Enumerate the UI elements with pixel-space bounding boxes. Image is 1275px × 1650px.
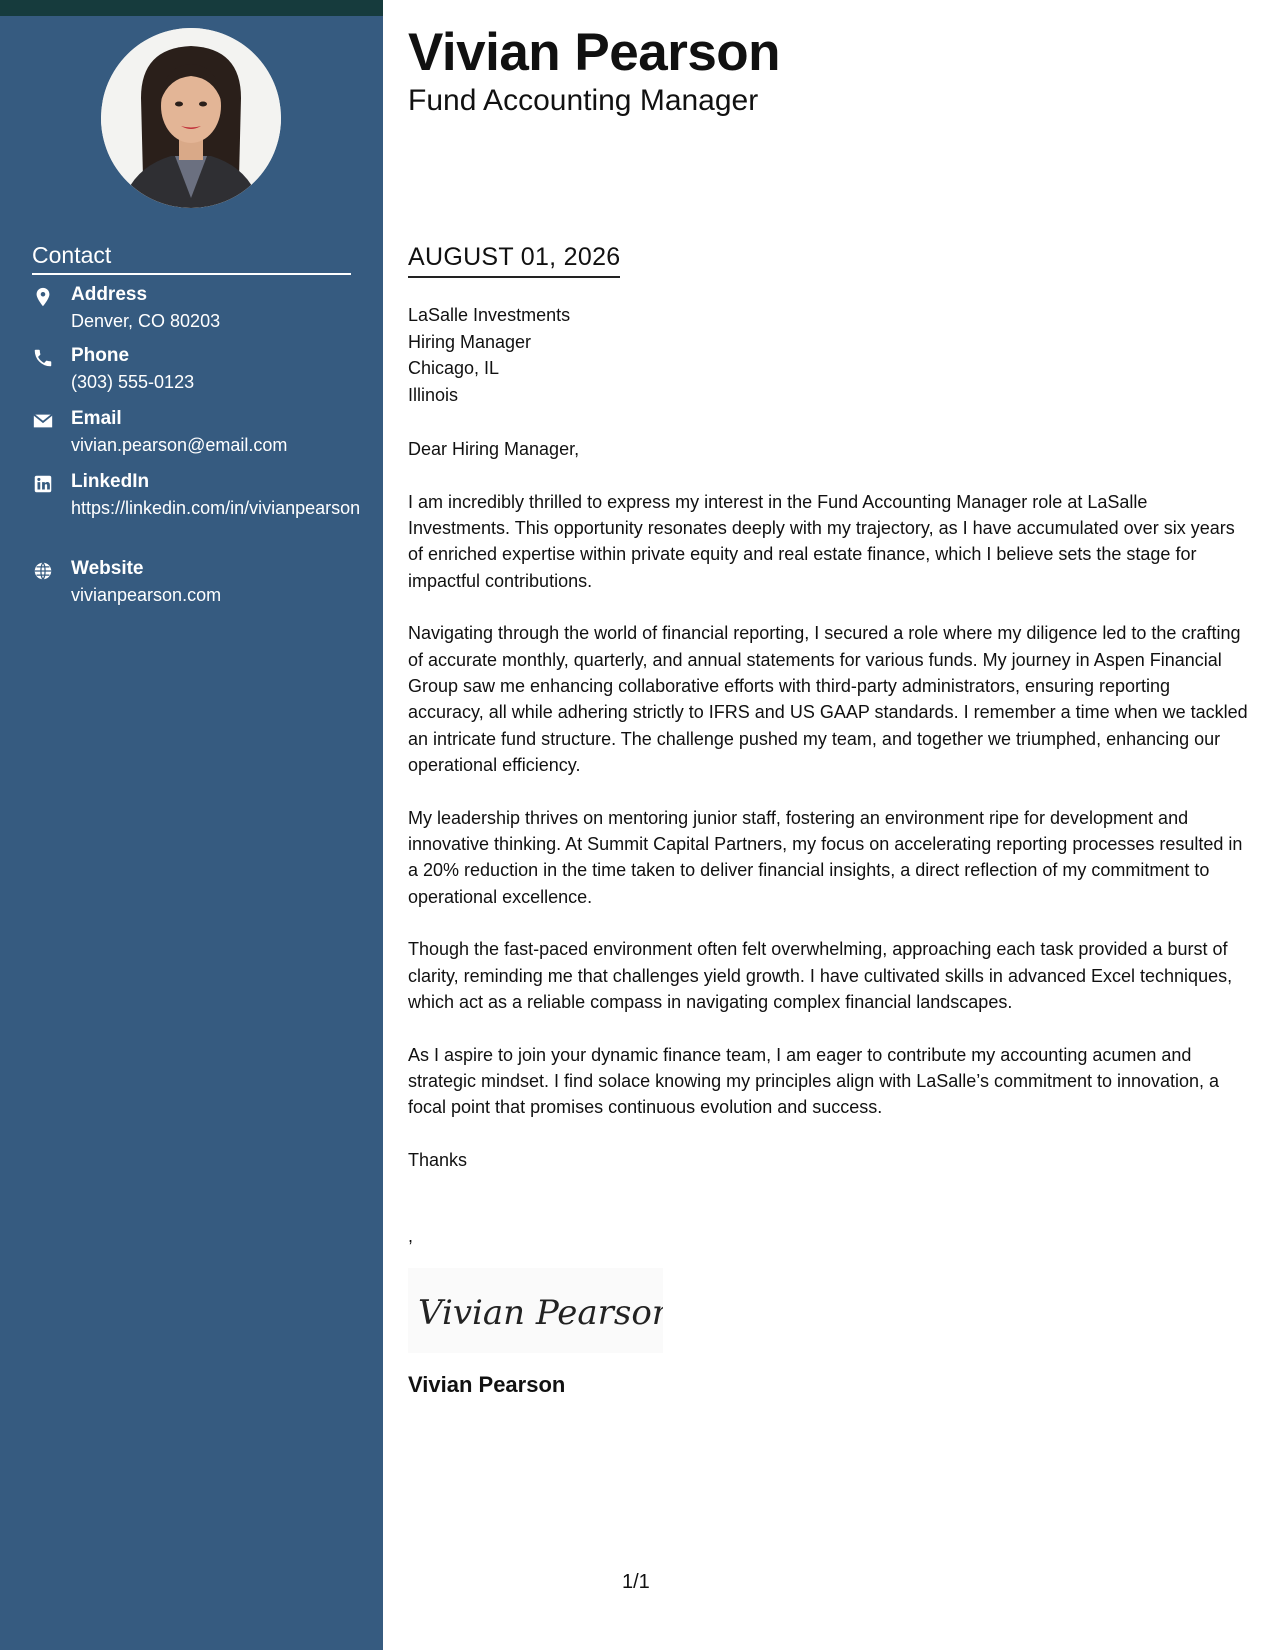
linkedin-icon (32, 473, 54, 495)
recipient-title: Hiring Manager (408, 331, 532, 352)
phone-icon (32, 347, 54, 369)
closing-comma: , (408, 1226, 414, 1246)
avatar (101, 28, 281, 208)
closing: Thanks (408, 1150, 468, 1171)
portrait-image (101, 28, 281, 208)
top-accent-bar (0, 0, 383, 16)
body-paragraph: My leadership thrives on mentoring junior staff, fostering an environment ripe for development and innovative thinking. At Summit Capital Partners, my focus on accelerating reporting processes resulted in a 20% reduction in the time taken to deliver financial insights, a direct reflection of my commitment to operational excellence. (408, 807, 1243, 907)
body-paragraph: I am incredibly thrilled to express my interest in the Fund Accounting Manager role at LaSalle Investments. This opportunity resonates deeply with my trajectory, as I have accumulated over six years of enriched expertise within private equity and real estate finance, which I believe sets the stage for impactful contributions. (408, 491, 1235, 591)
page-number: 1/1 (622, 1571, 650, 1593)
applicant-role: Fund Accounting Manager (408, 84, 759, 117)
contact-value[interactable]: vivian.pearson@email.com (71, 435, 288, 455)
contact-label: Email (71, 408, 122, 429)
signature-text: Vivian Pearson (418, 1293, 663, 1333)
body-paragraph: As I aspire to join your dynamic finance team, I am eager to contribute my accounting acumen and strategic mindset. I find solace knowing my principles align with LaSalle’s commitment to innovation, a focal point that promises continuous evolution and success. (408, 1044, 1220, 1118)
salutation: Dear Hiring Manager, (408, 439, 580, 459)
recipient-city: Chicago, IL (408, 358, 500, 378)
recipient-block (408, 302, 570, 408)
sidebar (0, 16, 383, 1650)
body-paragraph: Though the fast-paced environment often felt overwhelming, approaching each task provided a burst of clarity, reminding me that challenges yield growth. I have cultivated skills in advanced Excel techniques, which act as a reliable compass in navigating complex financial landscapes. (408, 939, 1233, 1013)
contact-heading: Contact (32, 242, 351, 275)
contact-label: Address (71, 284, 148, 305)
contact-label: LinkedIn (71, 471, 150, 492)
signature-image (408, 1268, 663, 1353)
location-pin-icon (32, 286, 54, 308)
contact-value: (303) 555-0123 (71, 372, 195, 392)
applicant-name: Vivian Pearson (408, 23, 781, 82)
letter-body (408, 436, 1248, 1200)
envelope-icon (32, 410, 54, 432)
body-paragraph: Navigating through the world of financial reporting, I secured a role where my diligence led to the crafting of accurate monthly, quarterly, and annual statements for various funds. My journey in Aspen Financial Group saw me enhancing collaborative efforts with third-party administrators, ensuring reporting accuracy, all while adhering strictly to IFRS and US GAAP standards. I remember a time when we tackled an intricate fund structure. The challenge pushed my team, and together we triumphed, enhancing our operational efficiency. (408, 623, 1248, 775)
signer-name: Vivian Pearson (408, 1372, 566, 1397)
contact-value[interactable]: https://linkedin.com/in/vivianpearson (71, 498, 361, 518)
globe-icon (32, 560, 54, 582)
contact-value[interactable]: vivianpearson.com (71, 585, 222, 605)
contact-value: Denver, CO 80203 (71, 311, 221, 331)
recipient-company: LaSalle Investments (408, 305, 571, 325)
recipient-state: Illinois (408, 384, 459, 405)
contact-label: Website (71, 558, 144, 579)
letter-date: AUGUST 01, 2026 (408, 243, 620, 278)
contact-label: Phone (71, 345, 130, 366)
